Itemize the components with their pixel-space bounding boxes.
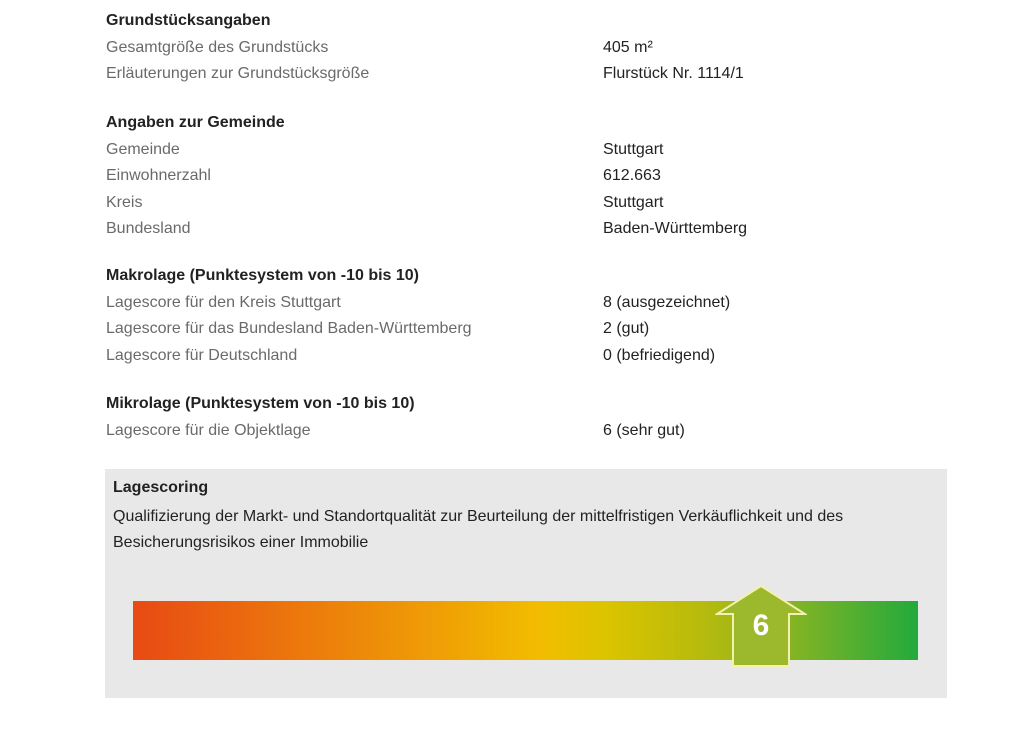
row-value: 0 (befriedigend)	[603, 347, 716, 364]
row-value: 2 (gut)	[603, 320, 650, 337]
row-label: Lagescore für das Bundesland Baden-Württemberg	[106, 320, 472, 337]
section-heading: Angaben zur Gemeinde	[106, 114, 285, 131]
section-heading: Mikrolage (Punktesystem von -10 bis 10)	[106, 395, 415, 412]
row-value: 405 m²	[603, 39, 653, 56]
row-label: Lagescore für die Objektlage	[106, 422, 311, 439]
row-label: Gemeinde	[106, 141, 180, 158]
row-label: Lagescore für Deutschland	[106, 347, 298, 364]
row-label: Gesamtgröße des Grundstücks	[106, 39, 329, 56]
row-label: Erläuterungen zur Grundstücksgröße	[106, 65, 370, 82]
row-label: Lagescore für den Kreis Stuttgart	[106, 294, 341, 311]
row-value: 612.663	[603, 167, 661, 184]
row-label: Bundesland	[106, 220, 191, 237]
section-heading: Makrolage (Punktesystem von -10 bis 10)	[106, 267, 419, 284]
row-value: Flurstück Nr. 1114/1	[603, 65, 744, 82]
row-value: 8 (ausgezeichnet)	[603, 294, 731, 311]
score-marker-value: 6	[752, 609, 770, 642]
row-value: Stuttgart	[603, 141, 664, 158]
lagescoring-title: Lagescoring	[113, 479, 209, 496]
row-value: Stuttgart	[603, 194, 664, 211]
row-value: Baden-Württemberg	[603, 220, 748, 237]
lagescoring-panel	[105, 469, 947, 698]
row-value: 6 (sehr gut)	[603, 422, 685, 439]
lagescoring-description: Qualifizierung der Markt- und Standortqualität zur Beurteilung der mittelfristigen Verkäuflichkeit und des Besicherungsrisikos einer Immobilie	[113, 508, 844, 551]
section-heading: Grundstücksangaben	[106, 12, 271, 29]
row-label: Kreis	[106, 194, 143, 211]
row-label: Einwohnerzahl	[106, 167, 211, 184]
